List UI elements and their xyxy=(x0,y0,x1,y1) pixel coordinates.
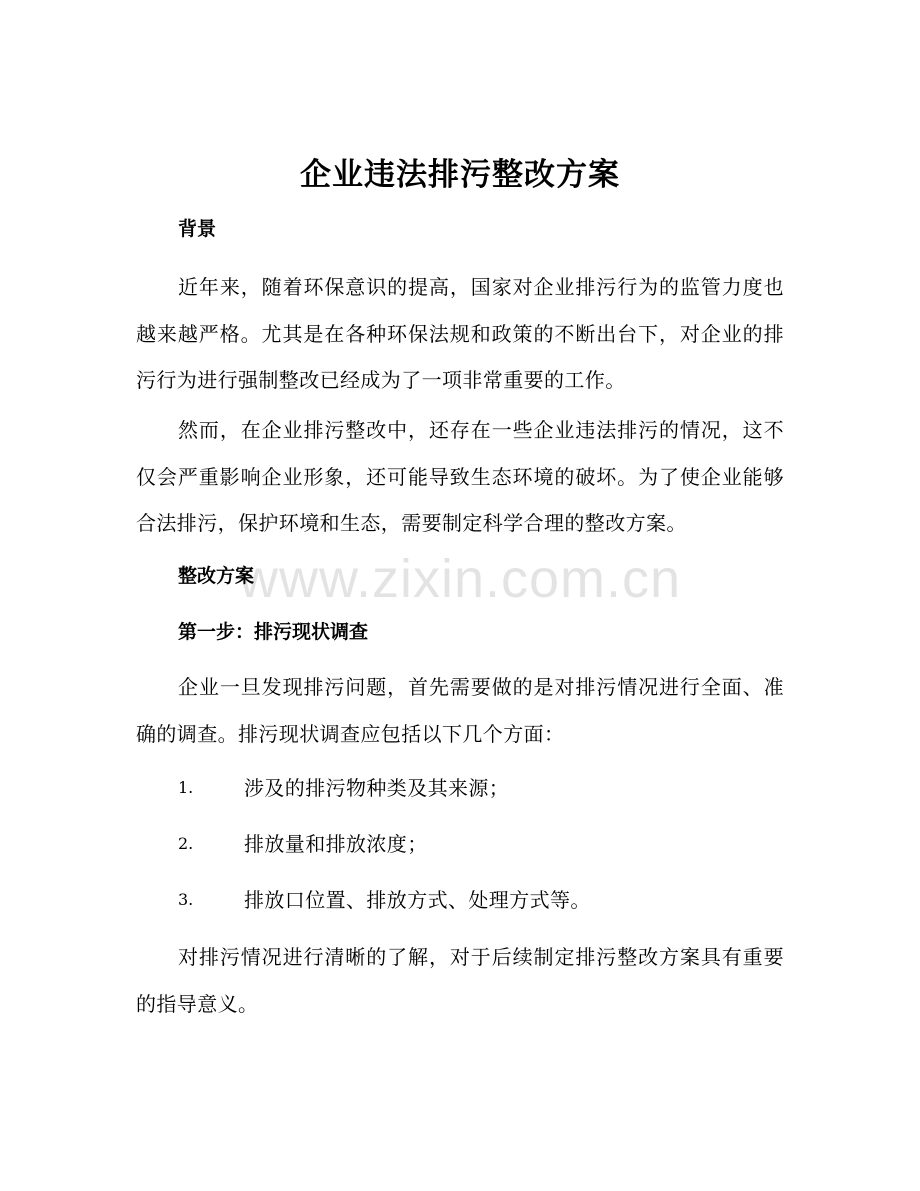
list-item xyxy=(178,885,778,915)
list-item xyxy=(178,773,778,803)
heading-step-1: 第一步：排污现状调查 xyxy=(178,621,369,643)
list-number: 1. xyxy=(178,778,194,797)
list-text: 涉及的排污物种类及其来源； xyxy=(244,776,510,800)
heading-plan: 整改方案 xyxy=(178,565,255,587)
list-item xyxy=(178,829,778,859)
paragraph-background-1: 近年来，随着环保意识的提高，国家对企业排污行为的监管力度也越来越严格。尤其是在各种环保法规和政策的不断出台下，对企业的排污行为进行强制整改已经成为了一项非常重要的工作。 xyxy=(136,275,784,392)
watermark: www.zixin.com.cn xyxy=(238,549,682,609)
paragraph-step-1-intro: 企业一旦发现排污问题，首先需要做的是对排污情况进行全面、准确的调查。排污现状调查应包括以下几个方面： xyxy=(136,675,784,746)
paragraph-background-2: 然而，在企业排污整改中，还存在一些企业违法排污的情况，这不仅会严重影响企业形象，还可能导致生态环境的破坏。为了使企业能够合法排污，保护环境和生态，需要制定科学合理的整改方案。 xyxy=(136,418,784,535)
list-number: 3. xyxy=(178,890,194,909)
list-text: 排放口位置、排放方式、处理方式等。 xyxy=(244,888,591,912)
list-number: 2. xyxy=(178,834,194,853)
list-text: 排放量和排放浓度； xyxy=(244,832,428,856)
document-title: 企业违法排污整改方案 xyxy=(300,157,620,193)
paragraph-step-1-conclusion: 对排污情况进行清晰的了解，对于后续制定排污整改方案具有重要的指导意义。 xyxy=(136,945,784,1016)
heading-background: 背景 xyxy=(178,218,217,240)
